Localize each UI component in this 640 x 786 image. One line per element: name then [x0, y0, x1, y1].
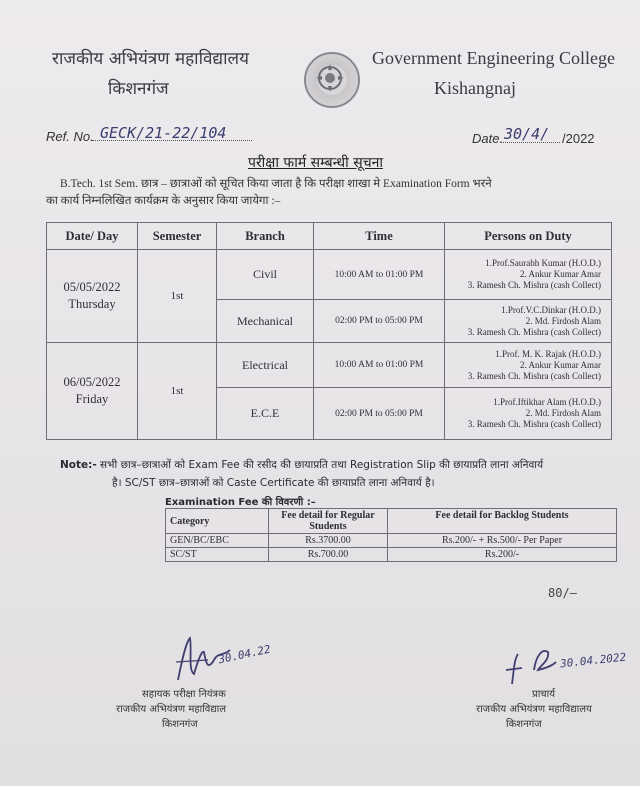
time-cell: 02:00 PM to 05:00 PM: [314, 388, 445, 440]
fee-table: [165, 508, 617, 562]
handwritten-note: 80/–: [548, 586, 577, 600]
date-cell: [47, 250, 138, 343]
right-sign-line-3: किशनगंज: [506, 719, 542, 730]
semester-cell: 1st: [138, 250, 217, 343]
table-row: [166, 534, 617, 548]
person-line: 1.Prof. M. K. Rajak (H.O.D.): [495, 348, 601, 359]
college-city-hindi: किशनगंज: [108, 79, 169, 99]
fee-heading: Examination Fee की विवरणी :–: [165, 497, 316, 508]
person-line: 2. Md. Firdosh Alam: [525, 408, 601, 418]
schedule-table: [46, 222, 612, 440]
date-text: 05/05/2022: [63, 280, 121, 294]
intro-line-2: का कार्य निम्नलिखित कार्यक्रम के अनुसार किया जायेगा :–: [46, 195, 281, 207]
note-line-1: [60, 458, 543, 472]
persons-cell: [445, 343, 612, 388]
ref-no-label: Ref. No.: [46, 129, 94, 144]
left-sign-line-1: सहायक परीक्षा नियंत्रक: [142, 689, 226, 700]
right-sign-line-2: राजकीय अभियंत्रण महाविद्यालय: [476, 704, 592, 715]
fee-header-regular: Fee detail for Regular Students: [269, 509, 388, 534]
person-line: 3. Ramesh Ch. Mishra (cash Collect): [467, 280, 601, 290]
persons-cell: [445, 300, 612, 343]
header-branch: Branch: [217, 223, 314, 250]
person-line: 2. Ankur Kumar Amar: [520, 359, 601, 370]
date-label: Date.: [472, 131, 504, 146]
left-sign-line-2: राजकीय अभियंत्रण महाविद्याल: [116, 704, 227, 715]
table-row: [47, 250, 612, 300]
note-text-1: सभी छात्र–छात्राओं को Exam Fee की रसीद की छायाप्रति तथा Registration Slip की छायाप्रति लाना अनिवार्य: [100, 459, 544, 471]
person-line: 2. Ankur Kumar Amar: [520, 269, 601, 279]
persons-cell: [445, 388, 612, 440]
person-line: 1.Prof.Saurabh Kumar (H.O.D.): [485, 258, 601, 268]
left-sign-date: 30.04.22: [217, 642, 272, 667]
fee-header-backlog: Fee detail for Backlog Students: [388, 509, 617, 534]
person-line: 1.Prof.V.C.Dinkar (H.O.D.): [501, 304, 601, 315]
day-text: Thursday: [68, 297, 116, 311]
fee-backlog-cell: Rs.200/-: [388, 548, 617, 562]
notice-title: परीक्षा फार्म सम्बन्धी सूचना: [248, 155, 383, 171]
fee-category-cell: SC/ST: [166, 548, 269, 562]
table-row: [47, 343, 612, 388]
date-cell: [47, 343, 138, 440]
date-value: 30/4/: [504, 125, 550, 143]
header-persons: Persons on Duty: [445, 223, 612, 250]
fee-backlog-cell: Rs.200/- + Rs.500/- Per Paper: [388, 534, 617, 548]
time-cell: 02:00 PM to 05:00 PM: [314, 300, 445, 343]
right-sign-line-1: प्राचार्य: [532, 689, 556, 700]
header-semester: Semester: [138, 223, 217, 250]
person-line: 3. Ramesh Ch. Mishra (cash Collect): [467, 419, 601, 429]
note-line-2: है। SC/ST छात्र–छात्राओं को Caste Certificate की छायाप्रति लाना अनिवार्य है।: [112, 477, 435, 489]
date-text: 06/05/2022: [63, 375, 121, 389]
branch-cell: Civil: [217, 250, 314, 300]
table-row: [166, 548, 617, 562]
college-name-hindi: राजकीय अभियंत्रण महाविद्यालय: [52, 49, 249, 69]
semester-cell: 1st: [138, 343, 217, 440]
person-line: 3. Ramesh Ch. Mishra (cash Collect): [467, 370, 601, 381]
note-label: Note:-: [60, 459, 97, 471]
day-text: Friday: [75, 392, 109, 406]
fee-category-cell: GEN/BC/EBC: [166, 534, 269, 548]
branch-cell: E.C.E: [217, 388, 314, 440]
person-line: 1.Prof.Iftikhar Alam (H.O.D.): [493, 397, 601, 407]
ref-no-value: GECK/21-22/104: [100, 124, 227, 142]
intro-line-1: B.Tech. 1st Sem. छात्र – छात्राओं को सूचित किया जाता है कि परीक्षा शाखा मे Examination Form भरने: [60, 178, 492, 190]
person-line: 3. Ramesh Ch. Mishra (cash Collect): [467, 326, 601, 337]
time-cell: 10:00 AM to 01:00 PM: [314, 343, 445, 388]
fee-regular-cell: Rs.700.00: [269, 548, 388, 562]
fee-regular-cell: Rs.3700.00: [269, 534, 388, 548]
header-time: Time: [314, 223, 445, 250]
time-cell: 10:00 AM to 01:00 PM: [314, 250, 445, 300]
fee-header-row: [166, 509, 617, 534]
schedule-header-row: [47, 223, 612, 250]
college-logo-icon: [304, 52, 360, 108]
right-sign-date: 30.04.2022: [559, 650, 627, 671]
branch-cell: Electrical: [217, 343, 314, 388]
branch-cell: Mechanical: [217, 300, 314, 343]
header-date-day: Date/ Day: [47, 223, 138, 250]
left-sign-line-3: किशनगंज: [162, 719, 198, 730]
fee-header-category: Category: [166, 509, 269, 534]
college-name-english: Government Engineering College: [372, 48, 615, 68]
person-line: 2. Md. Firdosh Alam: [525, 315, 601, 326]
date-year: /2022: [562, 131, 595, 146]
college-city-english: Kishangnaj: [434, 78, 516, 98]
persons-cell: [445, 250, 612, 300]
